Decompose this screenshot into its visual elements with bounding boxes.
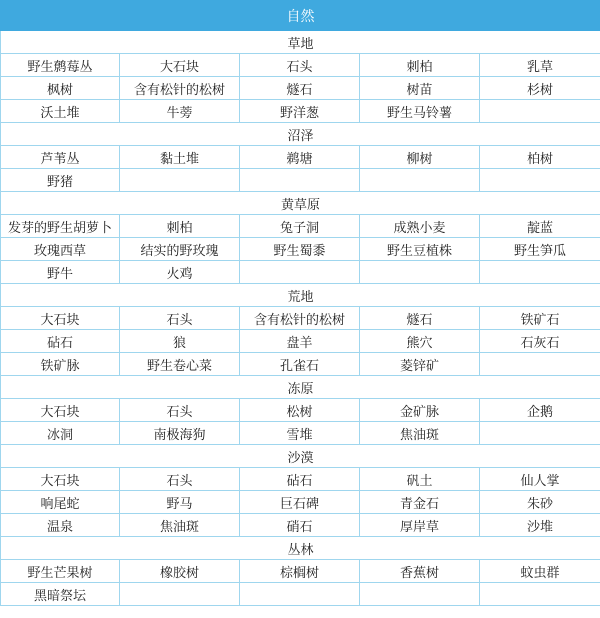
table-cell: 厚岸草	[360, 514, 480, 537]
table-cell: 柏树	[480, 146, 600, 169]
table-cell	[240, 169, 360, 192]
table-row	[1, 77, 600, 100]
table-cell: 野洋葱	[240, 100, 360, 123]
table-cell: 石头	[240, 54, 360, 77]
table-cell: 大石块	[1, 307, 120, 330]
table-cell	[240, 583, 360, 606]
table-cell: 野生笋瓜	[480, 238, 600, 261]
table-cell: 结实的野玫瑰	[120, 238, 240, 261]
table-cell: 沃土堆	[1, 100, 120, 123]
table-row	[1, 100, 600, 123]
table-row	[1, 169, 600, 192]
table-cell	[360, 261, 480, 284]
table-cell: 菱锌矿	[360, 353, 480, 376]
table-cell	[240, 261, 360, 284]
table-cell: 黏土堆	[120, 146, 240, 169]
table-cell: 杉树	[480, 77, 600, 100]
table-row	[1, 215, 600, 238]
table-cell: 鹈塘	[240, 146, 360, 169]
table-cell: 矾土	[360, 468, 480, 491]
table-cell: 巨石碑	[240, 491, 360, 514]
table-row	[1, 468, 600, 491]
table-cell: 孔雀石	[240, 353, 360, 376]
table-row	[1, 54, 600, 77]
table-row	[1, 330, 600, 353]
table-cell: 树苗	[360, 77, 480, 100]
table-cell: 野猪	[1, 169, 120, 192]
table-row	[1, 307, 600, 330]
table-cell: 含有松针的松树	[240, 307, 360, 330]
table-cell: 靛蓝	[480, 215, 600, 238]
table-cell: 石头	[120, 399, 240, 422]
table-cell	[360, 169, 480, 192]
table-cell: 燧石	[240, 77, 360, 100]
table-cell: 火鸡	[120, 261, 240, 284]
table-row	[1, 514, 600, 537]
table-cell	[480, 261, 600, 284]
table-cell: 石头	[120, 468, 240, 491]
table-cell: 发芽的野生胡萝卜	[1, 215, 120, 238]
table-cell: 雪堆	[240, 422, 360, 445]
table-cell: 南极海狗	[120, 422, 240, 445]
table-cell: 砧石	[240, 468, 360, 491]
table-cell: 成熟小麦	[360, 215, 480, 238]
table-row	[1, 422, 600, 445]
table-cell: 熊穴	[360, 330, 480, 353]
table-cell	[120, 583, 240, 606]
table-cell: 兔子洞	[240, 215, 360, 238]
table-cell: 柳树	[360, 146, 480, 169]
section-header-row	[1, 123, 600, 146]
table-cell: 乳草	[480, 54, 600, 77]
table-row	[1, 261, 600, 284]
section-header: 冻原	[1, 376, 600, 399]
table-cell: 香蕉树	[360, 560, 480, 583]
table-row	[1, 491, 600, 514]
table-cell: 野生马铃薯	[360, 100, 480, 123]
table-row	[1, 399, 600, 422]
section-header-row	[1, 31, 600, 54]
section-header-row	[1, 537, 600, 560]
table-cell: 焦油斑	[360, 422, 480, 445]
table-cell: 盘羊	[240, 330, 360, 353]
table-cell: 橡胶树	[120, 560, 240, 583]
table-cell: 响尾蛇	[1, 491, 120, 514]
table-cell: 硝石	[240, 514, 360, 537]
table-cell: 沙堆	[480, 514, 600, 537]
table-cell: 大石块	[1, 468, 120, 491]
table-cell: 含有松针的松树	[120, 77, 240, 100]
section-header: 荒地	[1, 284, 600, 307]
table-cell	[120, 169, 240, 192]
table-cell: 棕榈树	[240, 560, 360, 583]
table-cell	[480, 583, 600, 606]
table-row	[1, 583, 600, 606]
table-row	[1, 353, 600, 376]
section-header: 沙漠	[1, 445, 600, 468]
table-cell: 铁矿脉	[1, 353, 120, 376]
table-cell: 芦苇丛	[1, 146, 120, 169]
table-cell: 砧石	[1, 330, 120, 353]
table-cell	[480, 353, 600, 376]
table-cell: 刺柏	[360, 54, 480, 77]
table-cell: 狼	[120, 330, 240, 353]
section-header: 草地	[1, 31, 600, 54]
table-cell: 玫瑰西草	[1, 238, 120, 261]
table-cell: 野生芒果树	[1, 560, 120, 583]
table-cell: 石灰石	[480, 330, 600, 353]
table-body	[1, 31, 600, 606]
table-cell: 刺柏	[120, 215, 240, 238]
table-cell	[480, 100, 600, 123]
table-cell: 企鹅	[480, 399, 600, 422]
table-cell: 野生蜀黍	[240, 238, 360, 261]
table-cell: 铁矿石	[480, 307, 600, 330]
table-title: 自然	[1, 1, 600, 31]
table-cell	[480, 169, 600, 192]
section-header-row	[1, 376, 600, 399]
table-row	[1, 238, 600, 261]
table-cell: 温泉	[1, 514, 120, 537]
table-cell: 燧石	[360, 307, 480, 330]
table-cell: 朱砂	[480, 491, 600, 514]
table-cell: 松树	[240, 399, 360, 422]
section-header-row	[1, 192, 600, 215]
table-cell: 牛蒡	[120, 100, 240, 123]
section-header: 丛林	[1, 537, 600, 560]
table-row	[1, 146, 600, 169]
table-cell: 大石块	[120, 54, 240, 77]
table-cell	[360, 583, 480, 606]
section-header: 沼泽	[1, 123, 600, 146]
table-cell: 蚊虫群	[480, 560, 600, 583]
table-cell: 野牛	[1, 261, 120, 284]
section-header-row	[1, 445, 600, 468]
table-cell: 枫树	[1, 77, 120, 100]
title-row	[1, 1, 600, 31]
table-cell	[480, 422, 600, 445]
table-cell: 野生鹩莓丛	[1, 54, 120, 77]
table-cell: 野生卷心菜	[120, 353, 240, 376]
table-cell: 野生豆植株	[360, 238, 480, 261]
table-cell: 仙人掌	[480, 468, 600, 491]
section-header-row	[1, 284, 600, 307]
table-cell: 大石块	[1, 399, 120, 422]
table-cell: 冰洞	[1, 422, 120, 445]
table-cell: 青金石	[360, 491, 480, 514]
table-row	[1, 560, 600, 583]
table-cell: 野马	[120, 491, 240, 514]
table-cell: 焦油斑	[120, 514, 240, 537]
table-cell: 黑暗祭坛	[1, 583, 120, 606]
section-header: 黄草原	[1, 192, 600, 215]
table-cell: 石头	[120, 307, 240, 330]
table-cell: 金矿脉	[360, 399, 480, 422]
